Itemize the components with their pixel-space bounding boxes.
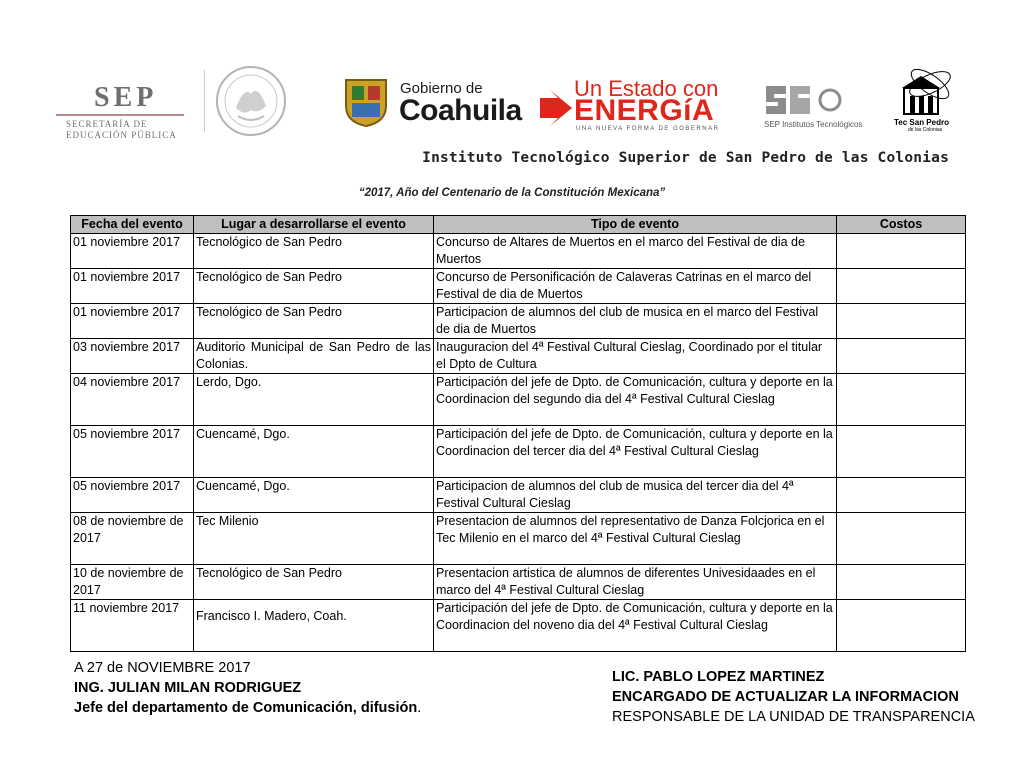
table-row xyxy=(71,374,966,426)
event-cost xyxy=(837,304,966,339)
event-type: Presentacion de alumnos del representativo de Danza Folcjorica en el Tec Milenio en el marco del 4ª Festival Cultural Cieslag xyxy=(434,513,837,565)
event-date: 04 noviembre 2017 xyxy=(71,374,194,426)
event-cost xyxy=(837,513,966,565)
tec-building-icon xyxy=(894,66,956,118)
report-date: A 27 de NOVIEMBRE 2017 xyxy=(74,660,251,676)
column-header-place: Lugar a desarrollarse el evento xyxy=(194,216,434,234)
event-cost xyxy=(837,600,966,652)
event-date: 11 noviembre 2017 xyxy=(71,600,194,652)
event-date: 10 de noviembre de 2017 xyxy=(71,565,194,600)
energia-arrow-icon xyxy=(540,90,572,126)
signer-left-role-suffix: . xyxy=(417,700,422,716)
event-type: Participación del jefe de Dpto. de Comunicación, cultura y deporte en la Coordinacion del noveno dia del 4ª Festival Cultural Cieslag xyxy=(434,600,837,652)
event-cost xyxy=(837,426,966,478)
event-type: Participacion de alumnos del club de musica del tercer dia del 4ª Festival Cultural Cieslag xyxy=(434,478,837,513)
header-logos xyxy=(56,62,956,140)
column-header-cost: Costos xyxy=(837,216,966,234)
coahuila-logo-line2: Coahuila xyxy=(399,94,522,127)
signer-left-name: ING. JULIAN MILAN RODRIGUEZ xyxy=(74,680,302,696)
tec-logo-line1: Tec San Pedro xyxy=(894,118,949,127)
event-type: Participación del jefe de Dpto. de Comunicación, cultura y deporte en la Coordinacion del tercer dia del 4ª Festival Cultural Cieslag xyxy=(434,426,837,478)
events-table xyxy=(70,215,966,652)
sep-logo-line xyxy=(56,114,184,116)
signature-left xyxy=(74,658,421,718)
event-type: Inauguracion del 4ª Festival Cultural Cieslag, Coordinado por el titular el Dpto de Cultura xyxy=(434,339,837,374)
event-date: 01 noviembre 2017 xyxy=(71,269,194,304)
event-type: Presentacion artistica de alumnos de diferentes Univesidaades en el marco del 4ª Festival Cultural Cieslag xyxy=(434,565,837,600)
event-place: Francisco I. Madero, Coah. xyxy=(194,600,434,652)
event-type: Participación del jefe de Dpto. de Comunicación, cultura y deporte en la Coordinacion del segundo dia del 4ª Festival Cultural Cieslag xyxy=(434,374,837,426)
table-row xyxy=(71,234,966,269)
sep-it-logo xyxy=(764,82,863,132)
signer-right-role: ENCARGADO DE ACTUALIZAR LA INFORMACION xyxy=(612,689,959,705)
tec-san-pedro-logo xyxy=(894,66,956,136)
event-cost xyxy=(837,374,966,426)
signer-left-role: Jefe del departamento de Comunicación, difusión xyxy=(74,700,418,716)
column-header-date: Fecha del evento xyxy=(71,216,194,234)
table-row xyxy=(71,426,966,478)
event-place: Tecnológico de San Pedro xyxy=(194,269,434,304)
event-cost xyxy=(837,478,966,513)
event-place: Tec Milenio xyxy=(194,513,434,565)
event-date: 01 noviembre 2017 xyxy=(71,234,194,269)
event-place: Tecnológico de San Pedro xyxy=(194,234,434,269)
signer-right-name: LIC. PABLO LOPEZ MARTINEZ xyxy=(612,669,825,685)
sep-logo-line2: EDUCACIÓN PÚBLICA xyxy=(66,130,177,140)
sep-logo-line1: SECRETARÍA DE xyxy=(66,119,148,129)
signer-left-role-line xyxy=(74,698,421,718)
energia-logo-line2: ENERGíA xyxy=(574,94,715,127)
event-cost xyxy=(837,565,966,600)
coahuila-shield-icon xyxy=(342,76,390,128)
energia-logo-tagline: UNA NUEVA FORMA DE GOBERNAR xyxy=(576,126,720,132)
signer-right-unit: RESPONSABLE DE LA UNIDAD DE TRANSPARENCIA xyxy=(612,709,975,725)
energia-logo-line1: Un Estado con xyxy=(574,76,719,101)
table-row xyxy=(71,269,966,304)
event-place: Cuencamé, Dgo. xyxy=(194,426,434,478)
sep-it-label: SEP Institutos Tecnológicos xyxy=(764,120,863,129)
table-row xyxy=(71,513,966,565)
event-place: Lerdo, Dgo. xyxy=(194,374,434,426)
event-date: 08 de noviembre de 2017 xyxy=(71,513,194,565)
event-cost xyxy=(837,339,966,374)
table-row xyxy=(71,304,966,339)
event-date: 05 noviembre 2017 xyxy=(71,426,194,478)
event-date: 05 noviembre 2017 xyxy=(71,478,194,513)
event-place: Tecnológico de San Pedro xyxy=(194,304,434,339)
national-seal-icon xyxy=(214,64,288,138)
event-type: Participacion de alumnos del club de musica en el marco del Festival de dia de Muertos xyxy=(434,304,837,339)
table-row xyxy=(71,600,966,652)
signature-right xyxy=(612,667,975,727)
sep-logo-title: SEP xyxy=(94,82,158,113)
institute-name: Instituto Tecnológico Superior de San Pedro de las Colonias xyxy=(422,150,949,166)
year-motto: “2017, Año del Centenario de la Constitución Mexicana” xyxy=(358,187,666,199)
sep-logo xyxy=(56,68,196,138)
column-header-type: Tipo de evento xyxy=(434,216,837,234)
coahuila-logo-line1: Gobierno de xyxy=(400,80,483,97)
event-cost xyxy=(837,269,966,304)
table-row xyxy=(71,565,966,600)
table-header-row xyxy=(71,216,966,234)
event-place: Tecnológico de San Pedro xyxy=(194,565,434,600)
logo-divider xyxy=(204,70,205,132)
event-type: Concurso de Personificación de Calaveras Catrinas en el marco del Festival de dia de Muertos xyxy=(434,269,837,304)
event-type: Concurso de Altares de Muertos en el marco del Festival de dia de Muertos xyxy=(434,234,837,269)
energia-logo xyxy=(540,76,720,134)
event-date: 03 noviembre 2017 xyxy=(71,339,194,374)
event-place: Cuencamé, Dgo. xyxy=(194,478,434,513)
event-cost xyxy=(837,234,966,269)
table-row xyxy=(71,339,966,374)
event-place: Auditorio Municipal de San Pedro de las Colonias. xyxy=(194,339,434,374)
sep-it-emblem-icon xyxy=(764,82,844,118)
tec-logo-line2: de las Colonias xyxy=(908,127,943,133)
event-date: 01 noviembre 2017 xyxy=(71,304,194,339)
table-row xyxy=(71,478,966,513)
